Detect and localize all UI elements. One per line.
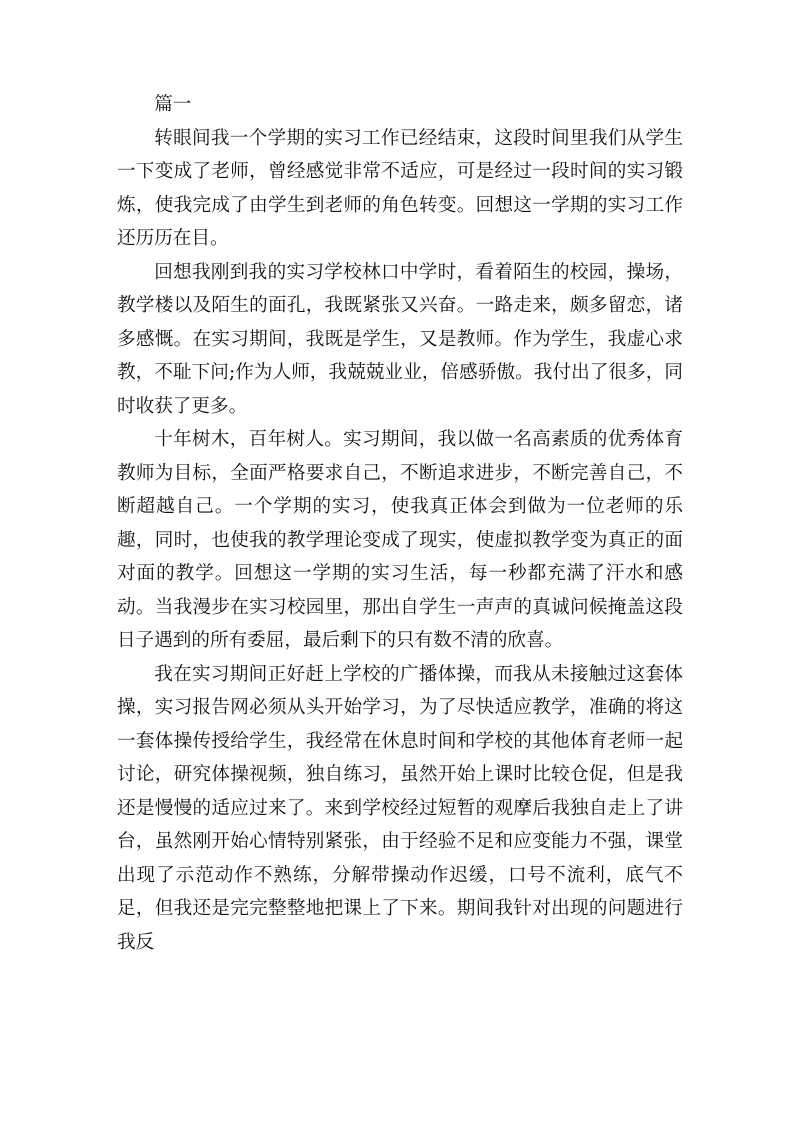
paragraph-2: 回想我刚到我的实习学校林口中学时，看着陌生的校园，操场，教学楼以及陌生的面孔，我既紧张又兴奋。一路走来，颇多留恋，诸多感慨。在实习期间，我既是学生，又是教师。作为学生，我虚心求教，不耻下问;作为人师，我兢兢业业，倍感骄傲。我付出了很多，同时收获了更多。 (117, 261, 683, 417)
paragraph-1: 转眼间我一个学期的实习工作已经结束，这段时间里我们从学生一下变成了老师，曾经感觉非常不适应，可是经过一段时间的实习锻炼，使我完成了由学生到老师的角色转变。回想这一学期的实习工作还历历在目。 (117, 127, 683, 249)
document-body (117, 88, 683, 959)
section-heading: 篇一 (154, 94, 192, 115)
paragraph-4: 我在实习期间正好赶上学校的广播体操，而我从未接触过这套体操，实习报告网必须从头开始学习，为了尽快适应教学，准确的将这一套体操传授给学生，我经常在休息时间和学校的其他体育老师一起讨论，研究体操视频，独自练习，虽然开始上课时比较仓促，但是我还是慢慢的适应过来了。来到学校经过短暂的观摩后我独自走上了讲台，虽然刚开始心情特别紧张，由于经验不足和应变能力不强，课堂出现了示范动作不熟练，分解带操动作迟缓，口号不流利，底气不足，但我还是完完整整地把课上了下来。期间我针对出现的问题进行我反 (117, 663, 683, 953)
paragraph-3: 十年树木，百年树人。实习期间，我以做一名高素质的优秀体育教师为目标，全面严格要求自己，不断追求进步，不断完善自己，不断超越自己。一个学期的实习，使我真正体会到做为一位老师的乐趣，同时，也使我的教学理论变成了现实，使虚拟教学变为真正的面对面的教学。回想这一学期的实习生活，每一秒都充满了汗水和感动。当我漫步在实习校园里，那出自学生一声声的真诚问候掩盖这段日子遇到的所有委屈，最后剩下的只有数不清的欣喜。 (117, 429, 683, 651)
